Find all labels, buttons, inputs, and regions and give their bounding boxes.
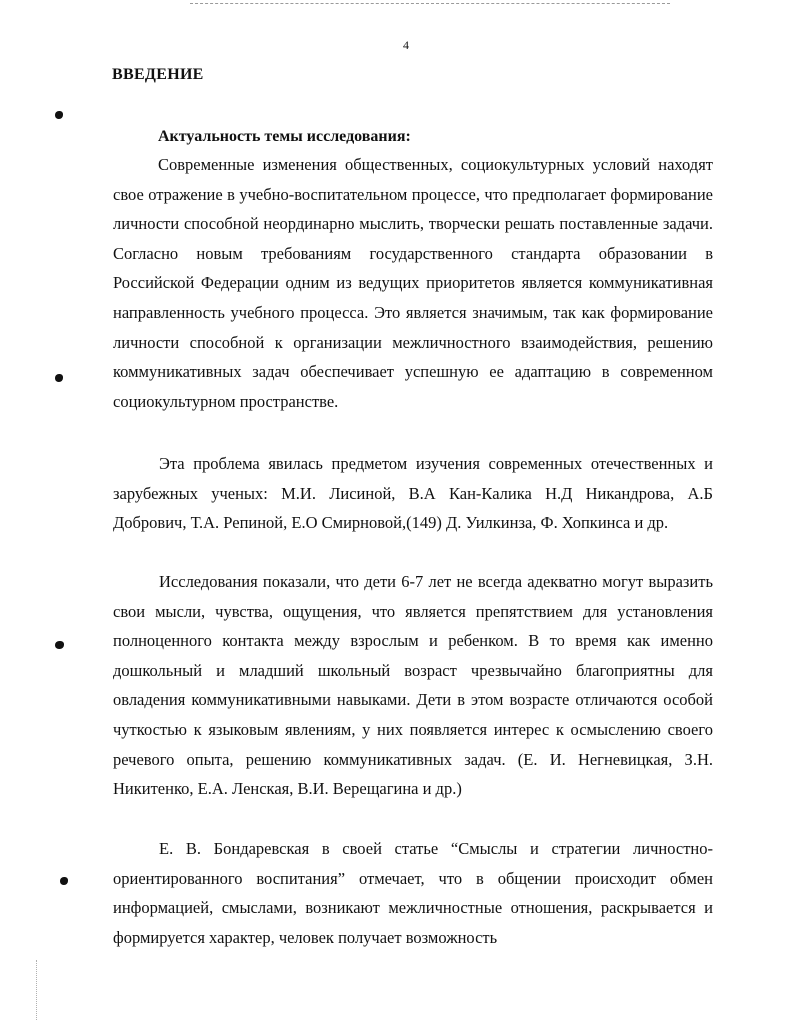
paragraph: Современные изменения общественных, социокультурных условий находят свое отражение в учебно-воспитательном процессе, что предполагает формирование личности способной неординарно мыслить, творчески решать поставленные задачи. Согласно новым требованиям государственного стандарта образовании в Российской Федерации одним из ведущих приоритетов является коммуникативная направленность учебного процесса. Это является значимым, так как формирование личности способной к организации межличностного взаимодействия, решению коммуникативных задач обеспечивает успешную ее адаптацию в современном социокультурном пространстве. xyxy=(113,155,713,411)
paragraph: Исследования показали, что дети 6-7 лет не всегда адекватно могут выразить свои мысли, чувства, ощущения, что является препятствием для установления полноценного контакта между взрослым и ребенком. В то время как именно дошкольный и младший школьный возраст чрезвычайно благоприятны для овладения коммуникативными навыками. Дети в этом возрасте отличаются особой чуткостью к языковым явлениям, у них появляется интерес к осмыслению своего речевого опыта, решению коммуникативных задач. (Е. И. Негневицкая, З.Н. Никитенко, Е.А. Ленская, В.И. Верещагина и др.) xyxy=(113,572,713,799)
paragraph-block-3 xyxy=(113,567,713,804)
paragraph: Е. В. Бондаревская в своей статье “Смыслы и стратегии личностно-ориентированного воспитания” отмечает, что в общении происходит обмен информацией, смыслами, возникают межличностные отношения, раскрывается и формируется характер, человек получает возможность xyxy=(113,839,713,947)
paragraph-block-4 xyxy=(113,834,713,952)
paragraph: Эта проблема явилась предметом изучения современных отечественных и зарубежных ученых: М.И. Лисиной, В.А Кан-Калика Н.Д Никандрова, А.Б Добрович, Т.А. Репиной, Е.О Смирновой,(149) Д. Уилкинза, Ф. Хопкинса и др. xyxy=(113,454,713,533)
scan-artifact-top xyxy=(190,3,670,6)
margin-mark-4 xyxy=(60,877,68,885)
margin-mark-3 xyxy=(55,641,64,649)
page-number: 4 xyxy=(403,38,409,52)
scan-artifact-left xyxy=(36,960,38,1020)
paragraph-block-1 xyxy=(113,150,713,416)
margin-mark-2 xyxy=(55,374,63,382)
margin-mark-1 xyxy=(55,111,63,119)
section-heading: ВВЕДЕНИЕ xyxy=(112,66,204,83)
subsection-heading: Актуальность темы исследования: xyxy=(158,128,411,145)
paragraph-block-2 xyxy=(113,449,713,538)
